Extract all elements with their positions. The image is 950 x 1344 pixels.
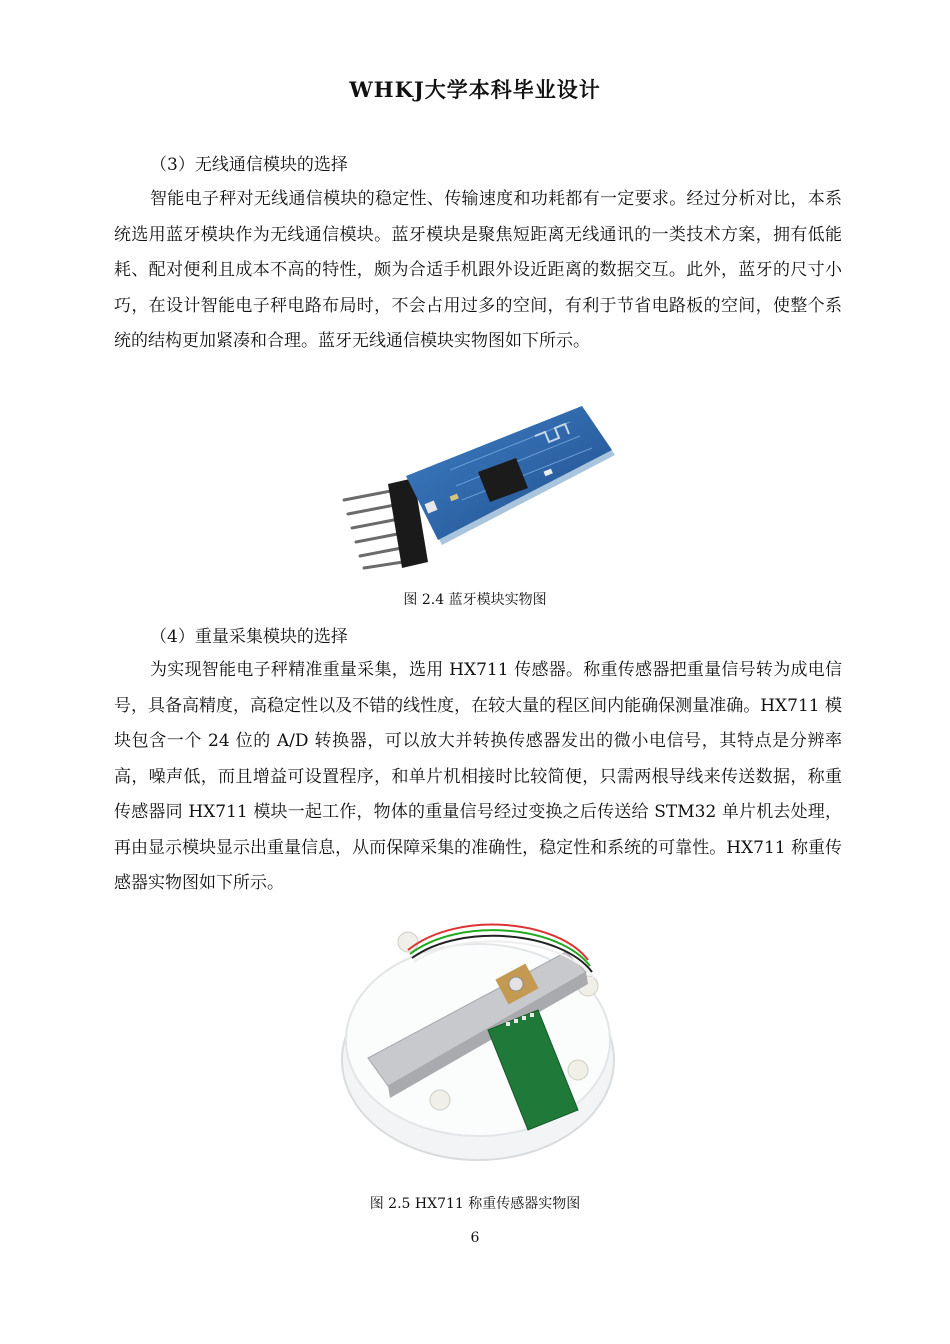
page-header: WHKJ大学本科毕业设计 (349, 77, 601, 102)
section-heading-weight: （4）重量采集模块的选择 (150, 627, 348, 647)
bluetooth-module-image (330, 400, 620, 570)
hx711-load-cell-image (338, 910, 618, 1170)
paragraph-weight: 为实现智能电子秤精准重量采集，选用 HX711 传感器。称重传感器把重量信号转为成电信号，具备高精度，高稳定性以及不错的线性度，在较大量的程区间内能确保测量准确。HX711 模块包含一个 24 位的 A/D 转换器，可以放大并转换传感器发出的微小电信号，其特点是分辨率高，噪声低，而且增益可设置程序，和单片机相接时比较简便，只需两根导线来传送数据，称重传感器同 HX711 模块一起工作，物体的重量信号经过变换之后传送给 STM32 单片机去处理，再由显示模块显示出重量信息，从而保障采集的准确性，稳定性和系统的可靠性。HX711 称重传感器实物图如下所示。 (114, 660, 842, 893)
figure-caption-hx711: 图 2.5 HX711 称重传感器实物图 (369, 1196, 581, 1212)
paragraph-wireless: 智能电子秤对无线通信模块的稳定性、传输速度和功耗都有一定要求。经过分析对比，本系统选用蓝牙模块作为无线通信模块。蓝牙模块是聚焦短距离无线通讯的一类技术方案，拥有低能耗、配对便利且成本不高的特性，颇为合适手机跟外设近距离的数据交互。此外，蓝牙的尺寸小巧，在设计智能电子秤电路布局时，不会占用过多的空间，有利于节省电路板的空间，使整个系统的结构更加紧凑和合理。蓝牙无线通信模块实物图如下所示。 (114, 189, 842, 351)
page-number: 6 (470, 1230, 480, 1246)
figure-caption-bluetooth: 图 2.4 蓝牙模块实物图 (403, 592, 547, 608)
section-heading-wireless: （3）无线通信模块的选择 (150, 155, 348, 175)
